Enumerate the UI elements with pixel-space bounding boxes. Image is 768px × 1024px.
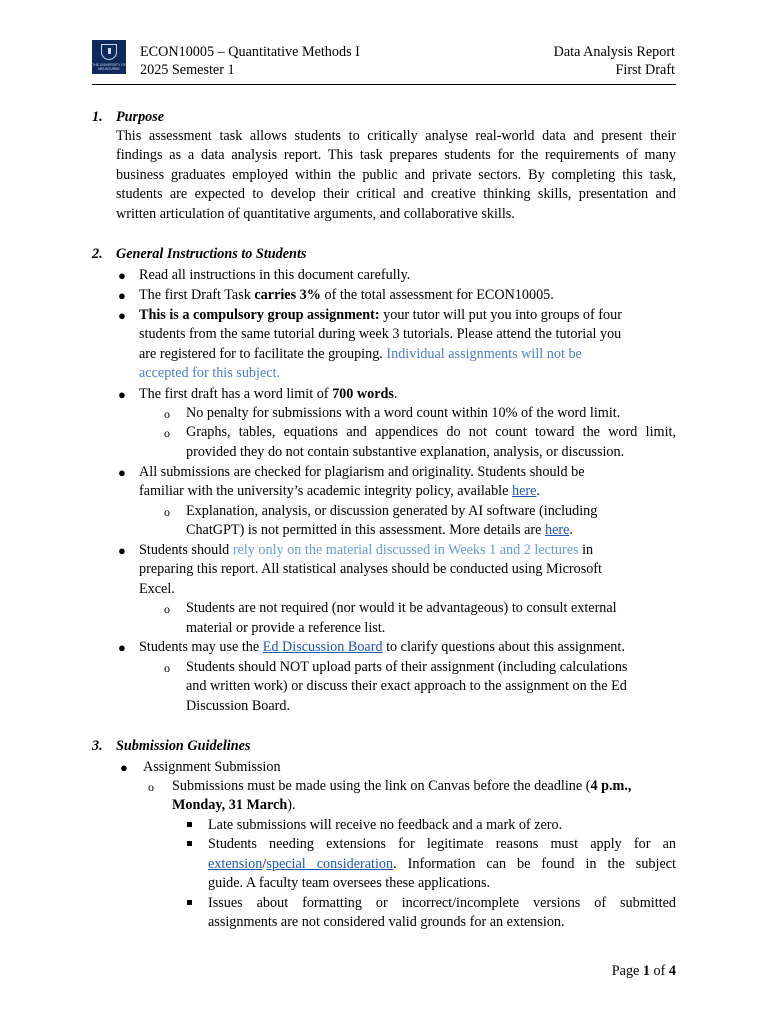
instruction-material-line: Excel. — [139, 581, 175, 597]
ed-discussion-link[interactable]: Ed Discussion Board — [262, 639, 383, 655]
ai-policy-link[interactable]: here — [544, 522, 570, 538]
square-bullet-icon — [187, 841, 192, 846]
circle-bullet-icon: o — [148, 780, 154, 794]
instruction-discussion: Students may use the Ed Discussion Board to clarify questions about this assignment. — [139, 639, 625, 655]
external-material-note: Students are not required (nor would it be advantageous) to consult external — [186, 600, 617, 616]
discussion-note: Discussion Board. — [186, 698, 291, 714]
header-semester: 2025 Semester 1 — [140, 62, 235, 78]
bullet-icon: ● — [120, 760, 128, 775]
section-2-number: 2. — [92, 246, 103, 262]
instruction-group-line: students from the same tutorial during week 3 tutorials. Please attend the tutorial you — [139, 326, 622, 342]
purpose-line: This assessment task allows students to critically analyse real-world data and present their — [116, 128, 676, 144]
square-bullet-icon — [187, 900, 192, 905]
circle-bullet-icon: o — [164, 602, 170, 616]
discussion-note: Students should NOT upload parts of their assignment (including calculations — [186, 659, 628, 675]
circle-bullet-icon: o — [164, 661, 170, 675]
deadline-line: Submissions must be made using the link on Canvas before the deadline (4 p.m., — [172, 778, 632, 794]
extension-note: guide. A faculty team oversees these applications. — [208, 875, 491, 891]
extension-link[interactable]: extension — [208, 856, 263, 872]
late-submission-note: Late submissions will receive no feedback and a mark of zero. — [208, 817, 563, 833]
deadline-line: Monday, 31 March). — [172, 797, 296, 813]
circle-bullet-icon: o — [164, 407, 170, 421]
instruction-weight: The first Draft Task carries 3% of the total assessment for ECON10005. — [139, 287, 554, 303]
purpose-line: business graduates employed within the public and private sectors. By completing this task, — [116, 167, 676, 183]
instruction-group-line: accepted for this subject. — [139, 365, 281, 381]
section-1-number: 1. — [92, 109, 103, 125]
section-1-title: Purpose — [116, 109, 165, 125]
bullet-icon: ● — [118, 288, 126, 303]
instruction-integrity-line: familiar with the university’s academic integrity policy, available here. — [139, 483, 540, 499]
formatting-note: Issues about formatting or incorrect/incomplete versions of submitted — [208, 895, 676, 911]
bullet-icon: ● — [118, 543, 126, 558]
bullet-icon: ● — [118, 308, 126, 323]
purpose-line: students are expected to develop their critical and creative thinking skills, presentation and — [116, 186, 676, 202]
ai-policy-line: Explanation, analysis, or discussion generated by AI software (including — [186, 503, 598, 519]
page-number: Page 1 of 4 — [611, 963, 676, 979]
section-2-title: General Instructions to Students — [116, 246, 307, 262]
word-limit-note: Graphs, tables, equations and appendices do not count toward the word limit, — [186, 424, 676, 440]
ai-policy-line: ChatGPT) is not permitted in this assessment. More details are here. — [186, 522, 573, 538]
square-bullet-icon — [187, 822, 192, 827]
bullet-icon: ● — [118, 640, 126, 655]
extension-note: extension/special consideration. Information can be found in the subject — [208, 856, 676, 872]
crest-icon — [101, 44, 117, 60]
assignment-submission-heading: Assignment Submission — [143, 759, 281, 775]
instruction-word-limit: The first draft has a word limit of 700 words. — [139, 386, 398, 402]
bullet-icon: ● — [118, 268, 126, 283]
instruction-material-line: Students should rely only on the material discussed in Weeks 1 and 2 lectures in — [139, 542, 594, 558]
instruction-integrity-line: All submissions are checked for plagiarism and originality. Students should be — [139, 464, 585, 480]
header-doc-type: Data Analysis Report — [553, 44, 675, 60]
circle-bullet-icon: o — [164, 426, 170, 440]
bullet-icon: ● — [118, 387, 126, 402]
extension-note: Students needing extensions for legitimate reasons must apply for an — [208, 836, 676, 852]
integrity-policy-link[interactable]: here — [511, 483, 537, 499]
header-divider — [92, 84, 676, 85]
word-limit-note: No penalty for submissions with a word count within 10% of the word limit. — [186, 405, 621, 421]
purpose-line: findings as a data analysis report. This task prepares students for the requirements of many — [116, 147, 676, 163]
instruction-material-line: preparing this report. All statistical analyses should be conducted using Microsoft — [139, 561, 602, 577]
header-draft: First Draft — [615, 62, 675, 78]
circle-bullet-icon: o — [164, 505, 170, 519]
instruction-read: Read all instructions in this document carefully. — [139, 267, 411, 283]
instruction-group-line: This is a compulsory group assignment: your tutor will put you into groups of four — [139, 307, 622, 323]
instruction-group-line: are registered for to facilitate the grouping. Individual assignments will not be — [139, 346, 582, 362]
university-logo: THE UNIVERSITY OF MELBOURNE — [92, 40, 126, 74]
section-3-title: Submission Guidelines — [116, 738, 251, 754]
special-consideration-link[interactable]: special consideration — [266, 856, 394, 872]
word-limit-note: provided they do not contain substantive explanation, analysis, or discussion. — [186, 444, 625, 460]
header-course: ECON10005 – Quantitative Methods I — [140, 44, 360, 60]
section-3-number: 3. — [92, 738, 103, 754]
formatting-note: assignments are not considered valid grounds for an extension. — [208, 914, 565, 930]
bullet-icon: ● — [118, 465, 126, 480]
discussion-note: and written work) or discuss their exact approach to the assignment on the Ed — [186, 678, 627, 694]
external-material-note: material or provide a reference list. — [186, 620, 386, 636]
purpose-line: written articulation of quantitative arguments, and collaborative skills. — [116, 206, 515, 222]
